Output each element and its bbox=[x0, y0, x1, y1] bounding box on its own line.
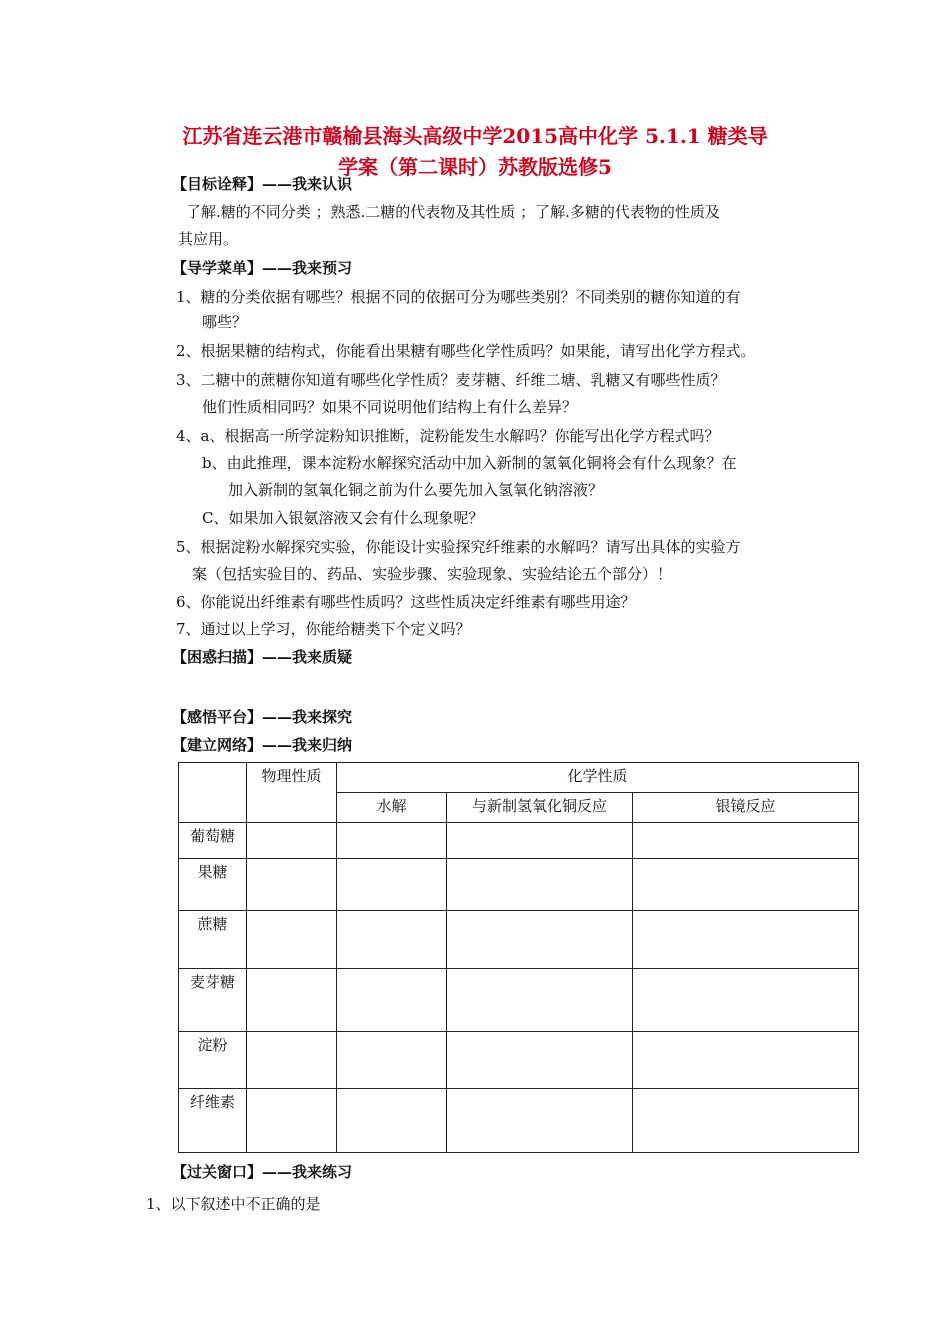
section-practice-heading: 【过关窗口】——我来练习 bbox=[172, 1163, 353, 1181]
table-cell bbox=[447, 1089, 633, 1153]
question-3-line-1: 3、二糖中的蔗糖你知道有哪些化学性质？麦芽糖、纤维二塘、乳糖又有哪些性质？ bbox=[176, 371, 726, 389]
table-cell bbox=[447, 1032, 633, 1089]
section-insight-heading: 【感悟平台】——我来探究 bbox=[172, 708, 353, 726]
table-cell bbox=[337, 911, 447, 969]
document-title-line-1: 江苏省连云港市赣榆县海头高级中学2015高中化学 5.1.1 糖类导 bbox=[182, 124, 768, 148]
row-label-glucose: 葡萄糖 bbox=[179, 823, 247, 859]
row-label-sucrose: 蔗糖 bbox=[179, 911, 247, 969]
table-cell bbox=[447, 911, 633, 969]
properties-table bbox=[178, 762, 859, 1153]
table-cell bbox=[447, 859, 633, 911]
table-corner-cell bbox=[179, 763, 247, 823]
table-cell bbox=[633, 911, 859, 969]
chemical-properties-header: 化学性质 bbox=[337, 763, 859, 793]
question-3-line-2: 他们性质相同吗？如果不同说明他们结构上有什么差异？ bbox=[202, 398, 578, 416]
table-cell bbox=[247, 969, 337, 1032]
question-6: 6、你能说出纤维素有哪些性质吗？这些性质决定纤维素有哪些用途？ bbox=[176, 593, 636, 611]
table-cell bbox=[247, 823, 337, 859]
question-4a: 4、a、根据高一所学淀粉知识推断，淀粉能发生水解吗？你能写出化学方程式吗？ bbox=[176, 427, 720, 445]
goal-text-line-2: 其应用。 bbox=[178, 230, 239, 248]
question-1-line-1: 1、糖的分类依据有哪些？根据不同的依据可分为哪些类别？不同类别的糖你知道的有 bbox=[176, 288, 741, 306]
table-cell bbox=[633, 1032, 859, 1089]
question-7: 7、通过以上学习，你能给糖类下个定义吗？ bbox=[176, 620, 471, 638]
physical-properties-header: 物理性质 bbox=[247, 763, 337, 823]
section-network-heading: 【建立网络】——我来归纳 bbox=[172, 736, 353, 754]
table-cell bbox=[633, 859, 859, 911]
question-1-line-2: 哪些？ bbox=[202, 313, 248, 331]
table-cell bbox=[447, 969, 633, 1032]
table-cell bbox=[247, 859, 337, 911]
goal-text-line-1: 了解.糖的不同分类 ；熟悉.二糖的代表物及其性质 ；了解.多糖的代表物的性质及 bbox=[186, 203, 720, 221]
table-cell bbox=[337, 859, 447, 911]
question-4b-line-2: 加入新制的氢氧化铜之前为什么要先加入氢氧化钠溶液？ bbox=[228, 481, 604, 499]
row-label-maltose: 麦芽糖 bbox=[179, 969, 247, 1032]
question-5-line-1: 5、根据淀粉水解探究实验，你能设计实验探究纤维素的水解吗？请写出具体的实验方 bbox=[176, 538, 741, 556]
hydrolysis-header: 水解 bbox=[337, 793, 447, 823]
table-cell bbox=[247, 1089, 337, 1153]
practice-question-1: 1、以下叙述中不正确的是 bbox=[146, 1195, 321, 1213]
table-cell bbox=[247, 911, 337, 969]
table-cell bbox=[633, 969, 859, 1032]
section-goal-heading: 【目标诠释】——我来认识 bbox=[172, 175, 353, 193]
question-2: 2、根据果糖的结构式，你能看出果糖有哪些化学性质吗？如果能，请写出化学方程式。 bbox=[176, 342, 756, 360]
row-label-fructose: 果糖 bbox=[179, 859, 247, 911]
table-cell bbox=[337, 969, 447, 1032]
table-cell bbox=[337, 1032, 447, 1089]
question-5-line-2: 案（包括实验目的、药品、实验步骤、实验现象、实验结论五个部分）！ bbox=[192, 565, 673, 583]
section-menu-heading: 【导学菜单】——我来预习 bbox=[172, 259, 353, 277]
table-cell bbox=[337, 823, 447, 859]
document-title-line-2: 学案（第二课时）苏教版选修5 bbox=[338, 155, 612, 179]
row-label-cellulose: 纤维素 bbox=[179, 1089, 247, 1153]
table-cell bbox=[337, 1089, 447, 1153]
table-cell bbox=[633, 823, 859, 859]
silver-mirror-header: 银镜反应 bbox=[633, 793, 859, 823]
table-cell bbox=[447, 823, 633, 859]
row-label-starch: 淀粉 bbox=[179, 1032, 247, 1089]
copper-hydroxide-header: 与新制氢氧化铜反应 bbox=[447, 793, 633, 823]
question-4b-line-1: b、由此推理，课本淀粉水解探究活动中加入新制的氢氧化铜将会有什么现象？在 bbox=[202, 454, 737, 472]
question-4c: C、如果加入银氨溶液又会有什么现象呢？ bbox=[202, 509, 484, 527]
section-doubt-heading: 【困惑扫描】——我来质疑 bbox=[172, 648, 353, 666]
table-cell bbox=[247, 1032, 337, 1089]
table-cell bbox=[633, 1089, 859, 1153]
